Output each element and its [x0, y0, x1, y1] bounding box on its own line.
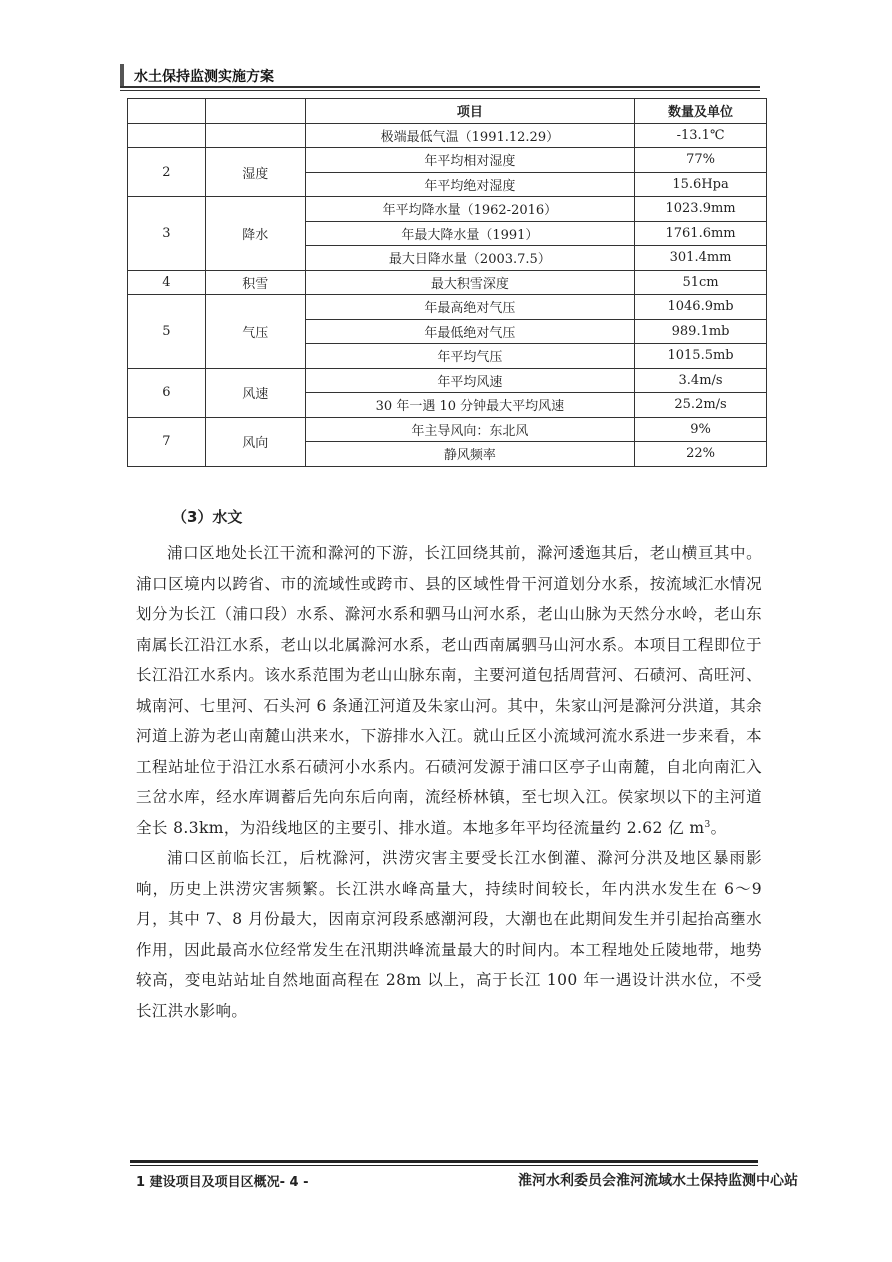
row-item: 年平均降水量（1962-2016）	[305, 197, 634, 222]
footer-chapter: 1 建设项目及项目区概况- 4 -	[136, 1175, 309, 1190]
row-category: 风向	[205, 417, 305, 466]
header-rule	[120, 86, 760, 88]
table-header-row	[128, 99, 767, 124]
row-num: 6	[128, 368, 206, 417]
row-item: 年平均风速	[305, 368, 634, 393]
row-item: 最大积雪深度	[305, 270, 634, 295]
table-row	[128, 417, 767, 442]
page-header	[120, 60, 760, 90]
row-category: 气压	[205, 295, 305, 369]
row-item: 极端最低气温（1991.12.29）	[305, 123, 634, 148]
row-category: 降水	[205, 197, 305, 271]
row-value: 301.4mm	[635, 246, 767, 271]
row-value: 1761.6mm	[635, 221, 767, 246]
row-item: 30 年一遇 10 分钟最大平均风速	[305, 393, 634, 418]
body-content	[136, 502, 762, 1026]
row-value: 1023.9mm	[635, 197, 767, 222]
paragraph-text: 浦口区地处长江干流和滁河的下游，长江回绕其前，滁河逶迤其后，老山横亘其中。浦口区境内以跨省、市的流域性或跨市、县的区域性骨干河道划分水系，按流域汇水情况划分为长江（浦口段）水系、滁河水系和驷马山河水系，老山山脉为天然分水岭，老山东南属长江沿江水系，老山以北属滁河水系，老山西南属驷马山河水系。本项目工程即位于长江沿江水系内。该水系范围为老山山脉东南，主要河道包括周营河、石碛河、高旺河、城南河、七里河、石头河 6 条通江河道及朱家山河。其中，朱家山河是滁河分洪道，其余河道上游为老山南麓山洪来水，下游排水入江。就山丘区小流域河流水系进一步来看，本工程站址位于沿江水系石碛河小水系内。石碛河发源于浦口区亭子山南麓，自北向南汇入三岔水库，经水库调蓄后先向东后向南，流经桥林镇，至七坝入江。侯家坝以下的主河道全长 8.3km，为沿线地区的主要引、排水道。本地多年平均径流量约 2.62 亿 m	[136, 544, 762, 837]
footer-rule	[130, 1160, 758, 1163]
row-value: 1046.9mb	[635, 295, 767, 320]
table-row	[128, 270, 767, 295]
header-cell-value: 数量及单位	[635, 99, 767, 124]
row-value: -13.1℃	[635, 123, 767, 148]
row-value: 1015.5mb	[635, 344, 767, 369]
paragraph-hydrology	[136, 538, 762, 843]
row-value: 989.1mb	[635, 319, 767, 344]
row-category: 积雪	[205, 270, 305, 295]
row-num	[128, 123, 206, 148]
row-num: 3	[128, 197, 206, 271]
row-item: 年最低绝对气压	[305, 319, 634, 344]
footer-organization: 淮河水利委员会淮河流域水土保持监测中心站	[518, 1173, 798, 1189]
header-rule-thin	[120, 90, 760, 91]
row-item: 年平均相对湿度	[305, 148, 634, 173]
table-row	[128, 197, 767, 222]
header-marker	[120, 64, 124, 86]
footer-rule-thin	[130, 1165, 758, 1166]
row-category	[205, 123, 305, 148]
row-item: 年平均气压	[305, 344, 634, 369]
page-footer	[130, 1160, 798, 1190]
row-value: 77%	[635, 148, 767, 173]
table-row	[128, 368, 767, 393]
row-value: 3.4m/s	[635, 368, 767, 393]
table-row	[128, 123, 767, 148]
row-item: 最大日降水量（2003.7.5）	[305, 246, 634, 271]
header-cell-item: 项目	[305, 99, 634, 124]
row-category: 风速	[205, 368, 305, 417]
row-item: 年最高绝对气压	[305, 295, 634, 320]
section-title: （3）水文	[172, 508, 243, 526]
row-value: 51cm	[635, 270, 767, 295]
paragraph-flood: 浦口区前临长江，后枕滁河，洪涝灾害主要受长江水倒灌、滁河分洪及地区暴雨影响，历史上洪涝灾害频繁。长江洪水峰高量大，持续时间较长，年内洪水发生在 6～9 月，其中 7、8 月份最大，因南京河段系感潮河段，大潮也在此期间发生并引起抬高壅水作用，因此最高水位经常发生在汛期洪峰流量最大的时间内。本工程地处丘陵地带，地势较高，变电站站址自然地面高程在 28m 以上，高于长江 100 年一遇设计洪水位，不受长江洪水影响。	[136, 849, 762, 1020]
row-value: 15.6Hpa	[635, 172, 767, 197]
table-row	[128, 295, 767, 320]
paragraph-end: 。	[710, 818, 727, 837]
row-num: 4	[128, 270, 206, 295]
row-item: 静风频率	[305, 442, 634, 467]
header-cell-blank	[205, 99, 305, 124]
row-item: 年主导风向：东北风	[305, 417, 634, 442]
row-category: 湿度	[205, 148, 305, 197]
climate-table	[127, 98, 767, 467]
row-num: 7	[128, 417, 206, 466]
row-num: 5	[128, 295, 206, 369]
table-row	[128, 148, 767, 173]
header-cell-empty	[128, 99, 206, 124]
header-title: 水土保持监测实施方案	[134, 69, 274, 85]
superscript: 3	[704, 819, 711, 830]
row-item: 年平均绝对湿度	[305, 172, 634, 197]
row-value: 9%	[635, 417, 767, 442]
row-value: 22%	[635, 442, 767, 467]
row-value: 25.2m/s	[635, 393, 767, 418]
row-num: 2	[128, 148, 206, 197]
row-item: 年最大降水量（1991）	[305, 221, 634, 246]
